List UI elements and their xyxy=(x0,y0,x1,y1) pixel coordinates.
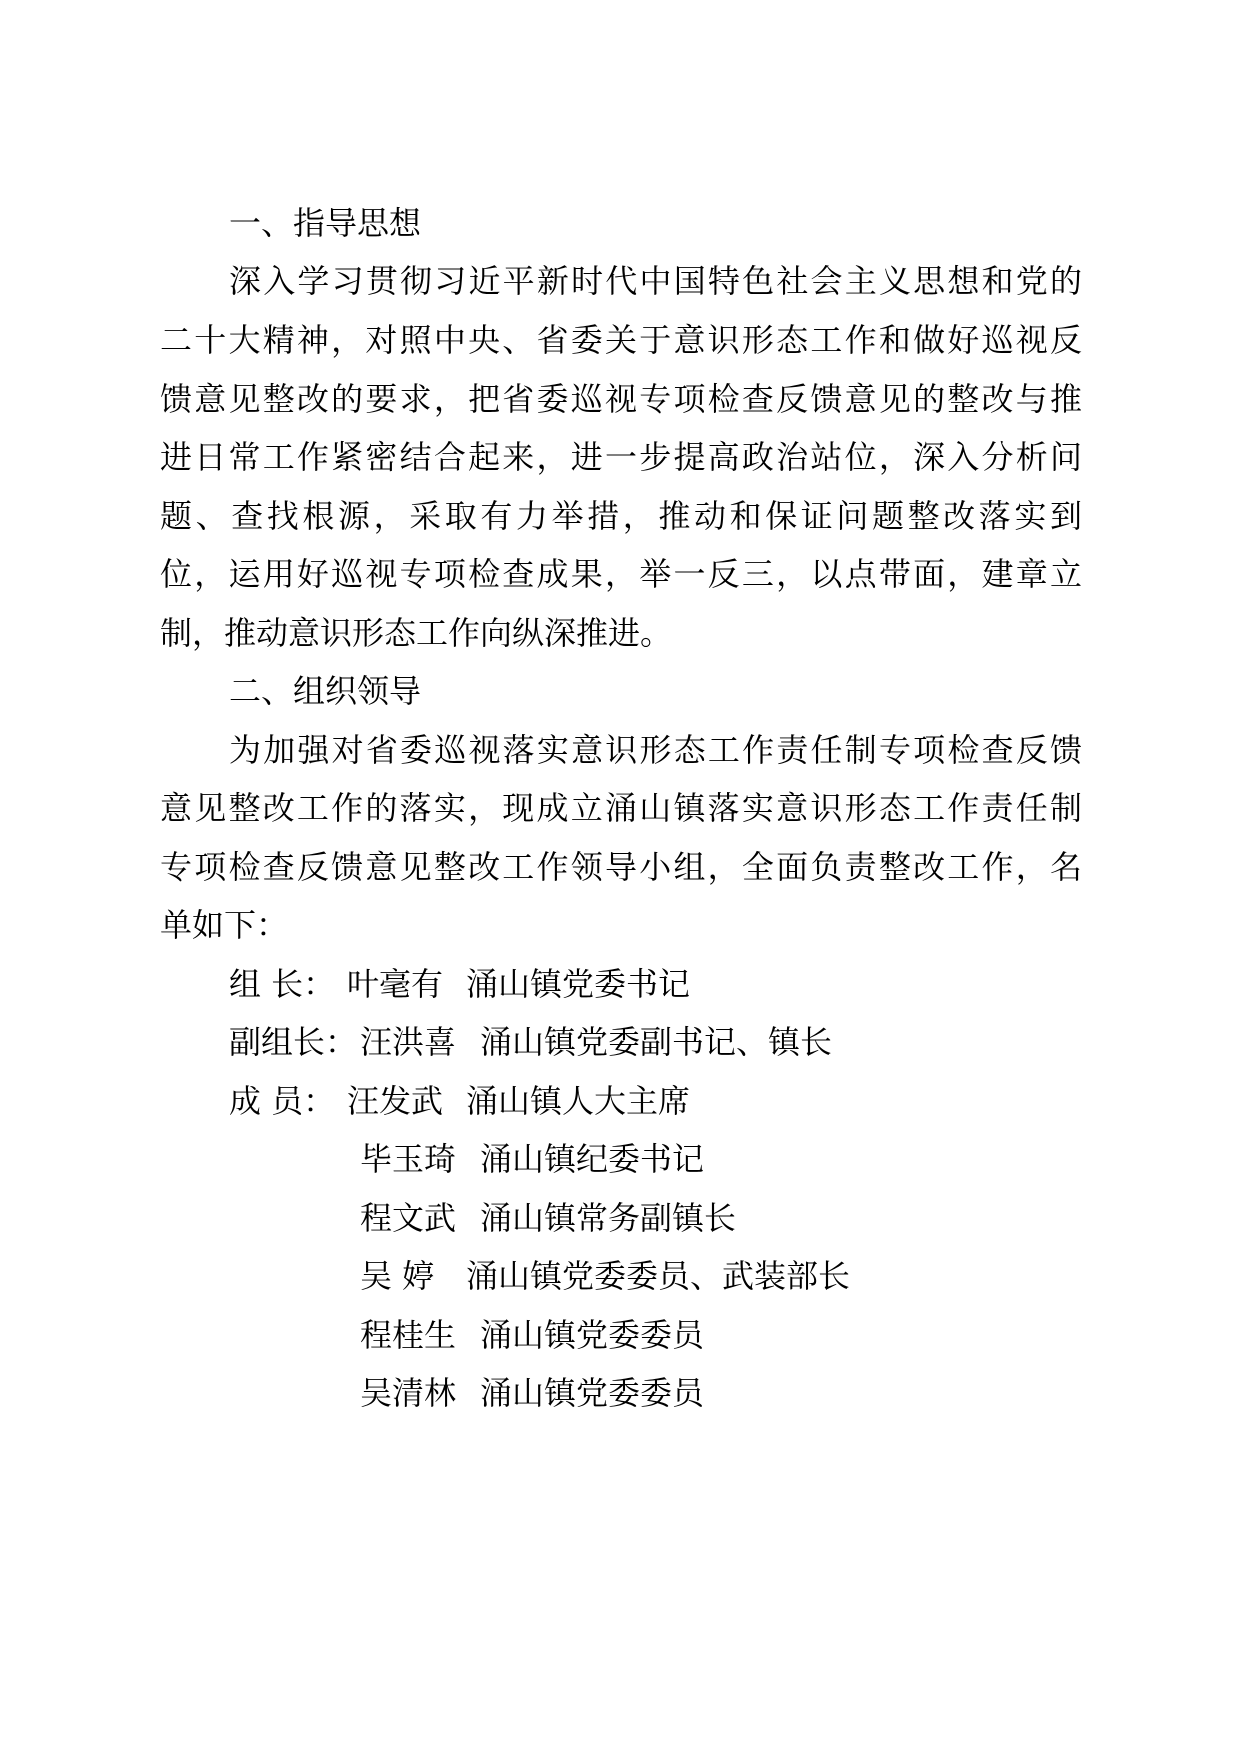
roster-row xyxy=(0,964,1240,1004)
roster-title: 涌山镇常务副镇长 xyxy=(480,1199,737,1237)
paragraph-line: 题、查找根源，采取有力举措，推动和保证问题整改落实到 xyxy=(160,497,1082,535)
roster-title: 涌山镇纪委书记 xyxy=(480,1140,705,1178)
section-heading-guiding-thought xyxy=(0,203,1240,243)
paragraph-line: 馈意见整改的要求，把省委巡视专项检查反馈意见的整改与推 xyxy=(160,380,1082,418)
roster-name: 毕玉琦 xyxy=(360,1140,457,1178)
roster-role: 成 员： xyxy=(229,1082,336,1120)
paragraph-line: 单如下： xyxy=(160,906,289,944)
paragraph-line: 制，推动意识形态工作向纵深推进。 xyxy=(160,614,673,652)
paragraph-line: 二十大精神，对照中央、省委关于意识形态工作和做好巡视反 xyxy=(160,321,1082,359)
heading-text: 一、指导思想 xyxy=(229,204,422,242)
roster-name: 程文武 xyxy=(360,1199,457,1237)
roster-title: 涌山镇党委委员、武装部长 xyxy=(466,1257,851,1295)
roster-name: 叶毫有 xyxy=(347,965,444,1003)
roster-name: 汪发武 xyxy=(347,1082,444,1120)
paragraph-line: 位，运用好巡视专项检查成果，举一反三，以点带面，建章立 xyxy=(160,555,1082,593)
paragraph-line: 为加强对省委巡视落实意识形态工作责任制专项检查反馈 xyxy=(229,731,1082,769)
roster-role: 组 长： xyxy=(229,965,336,1003)
roster-title: 涌山镇党委委员 xyxy=(480,1316,705,1354)
roster-title: 涌山镇党委委员 xyxy=(480,1374,705,1412)
roster-title: 涌山镇党委副书记、镇长 xyxy=(480,1023,833,1061)
roster-name: 程桂生 xyxy=(360,1316,457,1354)
roster-row xyxy=(0,1081,1240,1121)
paragraph-line: 进日常工作紧密结合起来，进一步提高政治站位，深入分析问 xyxy=(160,438,1082,476)
roster-name: 吴清林 xyxy=(360,1374,457,1412)
paragraph-line: 专项检查反馈意见整改工作领导小组，全面负责整改工作，名 xyxy=(160,848,1082,886)
roster-row xyxy=(0,1315,1240,1355)
paragraph-line: 意见整改工作的落实，现成立涌山镇落实意识形态工作责任制 xyxy=(160,789,1082,827)
roster-title: 涌山镇人大主席 xyxy=(466,1082,691,1120)
roster-row xyxy=(0,1256,1240,1296)
paragraph-line: 深入学习贯彻习近平新时代中国特色社会主义思想和党的 xyxy=(229,262,1082,300)
heading-text: 二、组织领导 xyxy=(229,672,422,710)
roster-row xyxy=(0,1373,1240,1413)
roster-name: 汪洪喜 xyxy=(360,1023,457,1061)
roster-row xyxy=(0,1198,1240,1238)
roster-role: 副组长： xyxy=(229,1023,358,1061)
roster-name: 吴 婷 xyxy=(360,1257,435,1295)
section-heading-organization xyxy=(0,671,1240,711)
roster-row xyxy=(0,1022,1240,1062)
roster-row xyxy=(0,1139,1240,1179)
roster-title: 涌山镇党委书记 xyxy=(466,965,691,1003)
